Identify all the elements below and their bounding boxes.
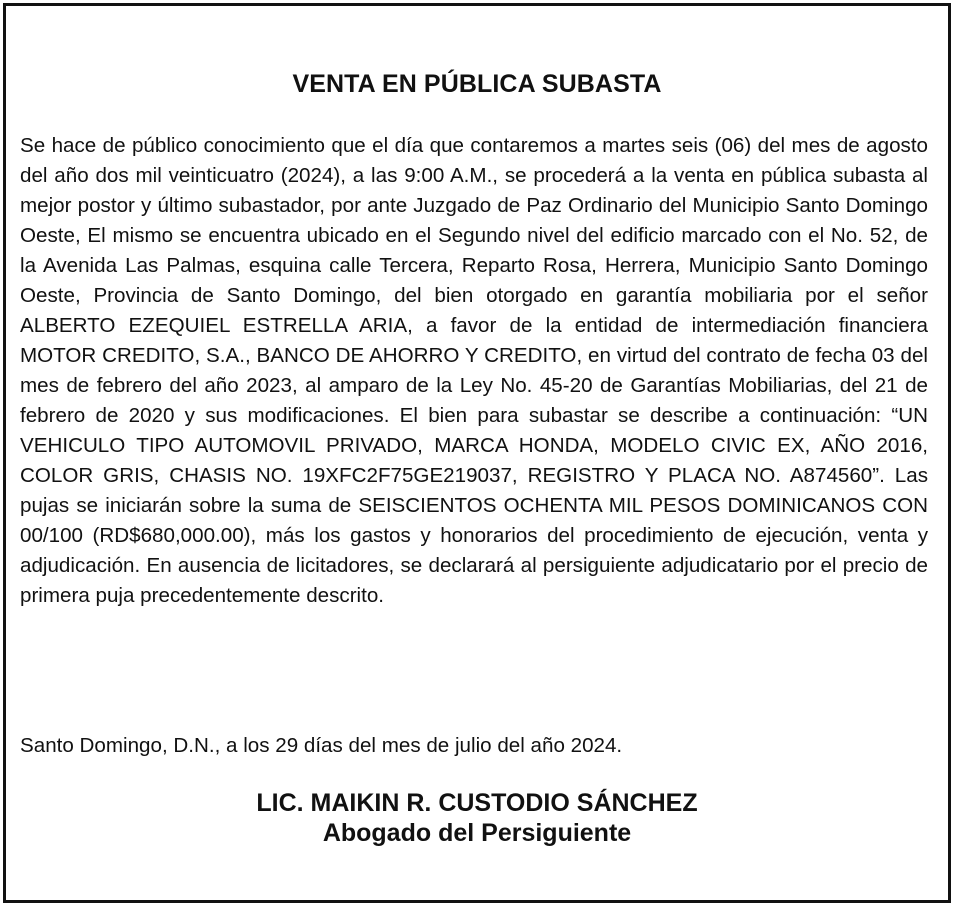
signature-block (0, 788, 954, 848)
notice-date-line: Santo Domingo, D.N., a los 29 días del mes de julio del año 2024. (20, 734, 623, 757)
signatory-name: LIC. MAIKIN R. CUSTODIO SÁNCHEZ (256, 789, 698, 817)
notice-title: VENTA EN PÚBLICA SUBASTA (292, 70, 662, 98)
notice-body: Se hace de público conocimiento que el día que contaremos a martes seis (06) del mes de agosto del año dos mil veinticuatro (2024), a las 9:00 A.M., se procederá a la venta en pública subasta al mejor postor y último subastador, por ante Juzgado de Paz Ordinario del Municipio Santo Domingo Oeste, El mismo se encuentra ubicado en el Segundo nivel del edificio marcado con el No. 52, de la Avenida Las Palmas, esquina calle Tercera, Reparto Rosa, Herrera, Municipio Santo Domingo Oeste, Provincia de Santo Domingo, del bien otorgado en garantía mobiliaria por el señor ALBERTO EZEQUIEL ESTRELLA ARIA, a favor de la entidad de intermediación financiera MOTOR CREDITO, S.A., BANCO DE AHORRO Y CREDITO, en virtud del contrato de fecha 03 del mes de febrero del año 2023, al amparo de la Ley No. 45-20 de Garantías Mobiliarias, del 21 de febrero de 2020 y sus modificaciones. El bien para subastar se describe a continuación: “UN VEHICULO TIPO AUTOMOVIL PRIVADO, MARCA HONDA, MODELO CIVIC EX, AÑO 2016, COLOR GRIS, CHASIS NO. 19XFC2F75GE219037, REGISTRO Y PLACA NO. A874560”. Las pujas se iniciarán sobre la suma de SEISCIENTOS OCHENTA MIL PESOS DOMINICANOS CON 00/100 (RD$680,000.00), más los gastos y honorarios del procedimiento de ejecución, venta y adjudicación. En ausencia de licitadores, se declarará al persiguiente adjudicatario por el precio de primera puja precedentemente descrito. (20, 134, 928, 607)
signatory-role: Abogado del Persiguiente (322, 819, 632, 847)
